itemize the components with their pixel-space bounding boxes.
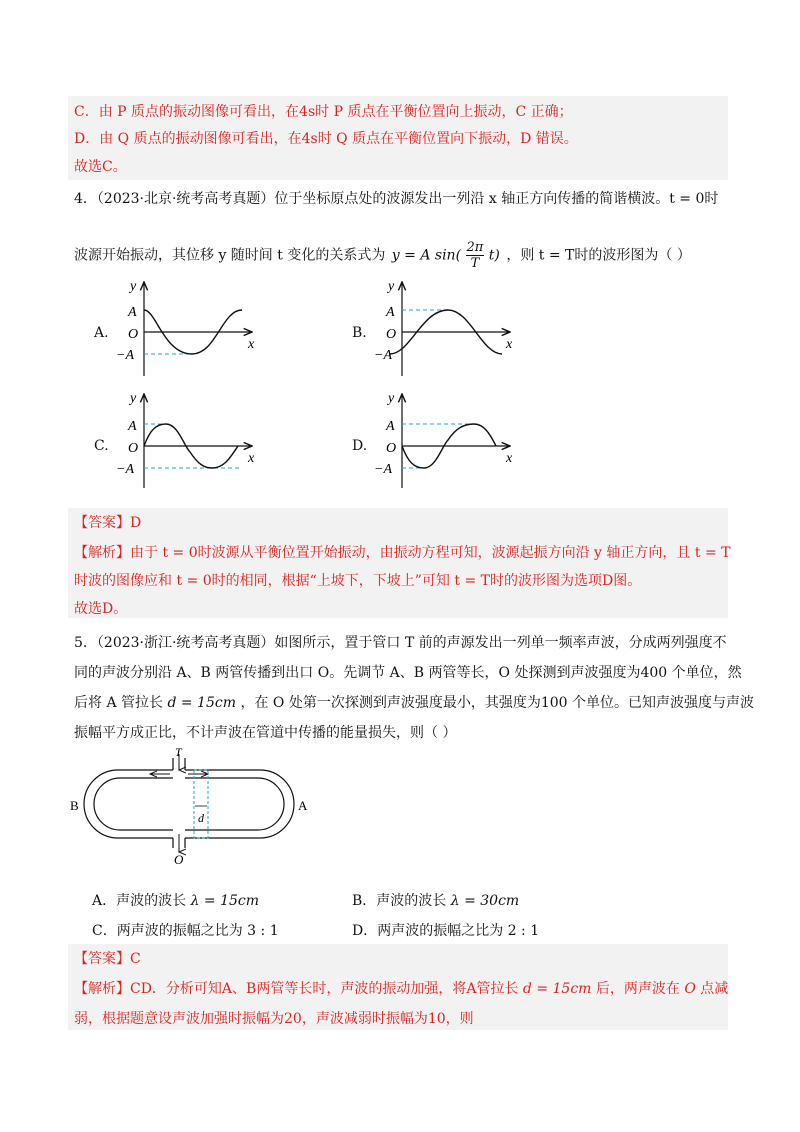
q5-analysis-1b: d = 15cm: [522, 981, 592, 997]
q4-formula-prefix: y = A sin(: [391, 247, 462, 264]
q4-option-a-label[interactable]: A.: [94, 325, 109, 341]
q4-stem-line2-b: ，则 t = T时的波形图为（ ）: [506, 247, 691, 264]
q4-graph-a[interactable]: [112, 278, 262, 378]
q5-analysis-1a: 【解析】CD．分析可知A、B两管等长时，声波的振动加强，将A管拉长: [74, 981, 519, 997]
q4-graph-d-x-label: x: [506, 451, 513, 466]
q5-option-b-label: B．声波的波长: [352, 893, 447, 909]
prev-solution-c: C．由 P 质点的振动图像可看出，在4s时 P 质点在平衡位置向上振动，C 正确；: [74, 104, 573, 120]
q5-label-B: B: [70, 798, 79, 813]
q5-label-d: d: [198, 811, 204, 825]
q5-extension-d: [194, 770, 208, 838]
q5-option-c[interactable]: [92, 920, 279, 940]
q4-graph-b-neg-label: −A: [374, 348, 392, 363]
q4-graph-a-origin-label: O: [128, 327, 139, 342]
q4-graph-b-x-label: x: [506, 337, 513, 352]
q4-graph-d-neg-label: −A: [374, 462, 392, 477]
solution-band-q4: [68, 508, 731, 618]
q5-option-c-label: C．两声波的振幅之比为: [92, 923, 243, 939]
q5-stem-line2: 同的声波分别沿 A、B 两管传播到出口 O。先调节 A、B 两管等长，O 处探测到声波强度为400 个单位，然: [74, 665, 742, 681]
q4-option-c-label[interactable]: C.: [94, 438, 109, 454]
q4-analysis-line2: 时波的图像应和 t = 0时的相同，根据“上坡下，下坡上”可知 t = T时的波形图为选项D图。: [74, 573, 642, 589]
q5-stem-line4: 振幅平方成正比，不计声波在管道中传播的能量损失，则（ ）: [74, 725, 457, 741]
q5-stem-line1: 5．（2023·浙江·统考高考真题）如图所示，置于管口 T 前的声源发出一列单一频率声波，分成两列强度不: [74, 635, 727, 651]
q4-formula-suffix: t): [488, 247, 500, 264]
q5-d-eq: d = 15cm: [167, 695, 236, 711]
q4-choose: 故选D。: [74, 601, 128, 617]
q4-graph-b-y-label: y: [388, 279, 395, 294]
q4-graph-d-pos-label: A: [386, 419, 395, 434]
q4-option-b-label[interactable]: B.: [352, 325, 367, 341]
q4-analysis-line1: 【解析】由于 t = 0时波源从平衡位置开始振动，由振动方程可知，波源起振方向沿 y 轴正方向，且 t = T: [74, 545, 731, 561]
q5-analysis-line2: 弱，根据题意设声波加强时振幅为20，声波减弱时振幅为10，则: [74, 1011, 474, 1027]
q5-stem-line3-a: 后将 A 管拉长: [74, 695, 164, 711]
q5-label-T: T: [175, 748, 182, 759]
q5-option-a[interactable]: [92, 890, 259, 910]
q4-option-d-label[interactable]: D.: [352, 438, 368, 454]
q4-graph-a-neg-label: −A: [116, 348, 134, 363]
q5-pipe-inner: [94, 778, 284, 830]
q5-analysis-line1: [74, 978, 728, 998]
prev-solution-d: D．由 Q 质点的振动图像可看出，在4s时 Q 质点在平衡位置向下振动，D 错误。: [74, 131, 578, 147]
q4-graph-c-y-label: y: [130, 391, 137, 406]
q5-stem-line3: [74, 692, 754, 712]
q4-formula: [392, 240, 500, 271]
q5-pipe-outer: [84, 770, 294, 838]
q5-pipe-figure: [70, 748, 310, 864]
q5-analysis-1d: O: [684, 981, 696, 997]
q4-graph-c-pos-label: A: [128, 419, 137, 434]
q5-option-d-value: 2 : 1: [507, 923, 540, 939]
q4-formula-den: T: [470, 256, 480, 271]
q4-stem-line1: 4．（2023·北京·统考高考真题）位于坐标原点处的波源发出一列沿 x 轴正方向传播的简谐横波。t = 0时: [74, 191, 719, 207]
q4-graph-d-y-label: y: [388, 391, 395, 406]
q4-graph-d[interactable]: [370, 390, 520, 490]
q5-option-b-value: λ = 30cm: [450, 893, 520, 909]
q4-graph-c-origin-label: O: [128, 441, 139, 456]
q5-option-d-label: D．两声波的振幅之比为: [352, 923, 504, 939]
q5-option-a-value: λ = 15cm: [190, 893, 260, 909]
q4-graph-b-origin-label: O: [386, 327, 397, 342]
q4-formula-fraction: [466, 240, 485, 271]
q5-analysis-1c: 后，两声波在: [595, 981, 680, 997]
q5-answer: 【答案】C: [74, 951, 141, 967]
q5-option-a-label: A．声波的波长: [92, 893, 187, 909]
q4-graph-a-pos-label: A: [128, 305, 137, 320]
q5-label-A: A: [298, 798, 308, 813]
q5-option-c-value: 3 : 1: [247, 923, 279, 939]
q5-option-b[interactable]: [352, 890, 519, 910]
q4-graph-c-x-label: x: [248, 451, 255, 466]
prev-solution-choose: 故选C。: [74, 159, 127, 175]
q4-stem-line2-a: 波源开始振动，其位移 y 随时间 t 变化的关系式为: [74, 247, 386, 264]
q5-label-O: O: [174, 852, 184, 864]
q4-graph-b[interactable]: [370, 278, 520, 378]
q4-graph-c[interactable]: [112, 390, 262, 490]
q4-graph-a-x-label: x: [248, 337, 255, 352]
q5-option-d[interactable]: [352, 920, 539, 940]
q4-graph-c-neg-label: −A: [116, 462, 134, 477]
q4-stem-line2: [74, 240, 691, 271]
q4-graph-a-y-label: y: [130, 279, 137, 294]
q4-answer: 【答案】D: [74, 515, 142, 531]
q5-analysis-1e: 点减: [700, 981, 729, 997]
q5-stem-line3-b: ，在 O 处第一次探测到声波强度最小，其强度为100 个单位。已知声波强度与声波: [240, 695, 755, 711]
q4-graph-b-pos-label: A: [386, 305, 395, 320]
q4-graph-d-origin-label: O: [386, 441, 397, 456]
q4-formula-num: 2π: [466, 240, 484, 255]
